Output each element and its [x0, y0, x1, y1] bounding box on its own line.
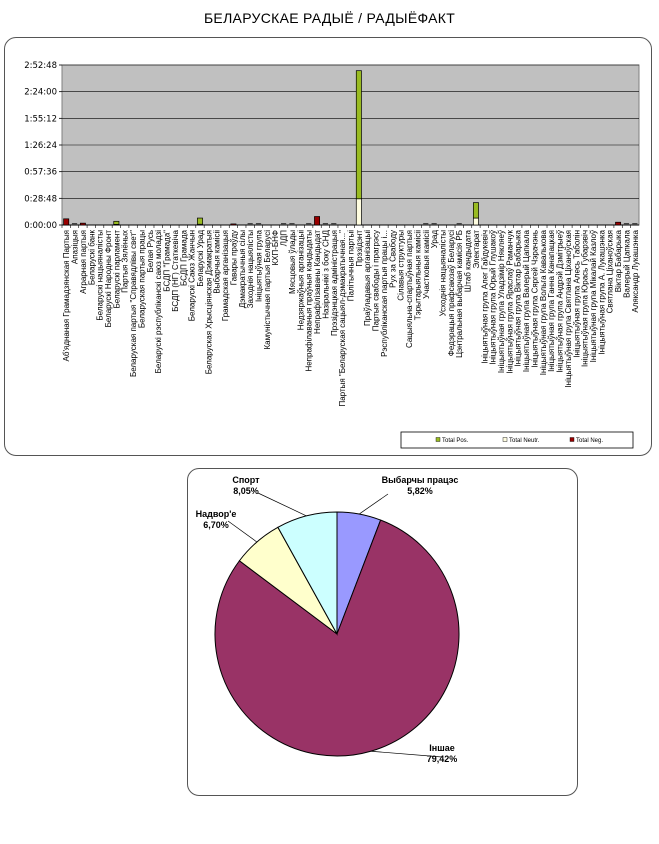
x-tick-label: Прэзідэнт	[354, 230, 364, 267]
x-tick-label: БСДП (НГ) Статкевіча	[170, 230, 180, 312]
x-tick-label: Камуністычная партыя Беларусі	[262, 230, 272, 350]
pie-chart-frame	[187, 468, 578, 796]
x-tick-label: Беларускі нацыяналісты	[95, 230, 105, 321]
pie-slice-name: Надвор'е	[195, 509, 237, 519]
bar-stub	[306, 223, 311, 225]
pie-leader-line	[359, 494, 388, 514]
bar-pos	[114, 221, 119, 224]
x-tick-label: Усходнія нацыяналісты	[438, 230, 448, 317]
y-tick-label: 1:26:24	[24, 141, 57, 151]
x-tick-label: БСДП "Грамада"	[162, 230, 172, 292]
x-tick-label: Выбарчыя камісіі	[212, 230, 222, 294]
bar-stub	[281, 223, 286, 225]
x-tick-label: Аграрная партыя	[78, 230, 88, 294]
x-tick-label: Мясцовыя ўлады	[287, 230, 297, 295]
x-tick-label: Апазіцыя	[70, 230, 80, 265]
pie-slice-name: Іншае	[429, 743, 455, 753]
bar-stub	[331, 223, 336, 225]
x-tick-label: Цэнтральная выбарчая камісія РБ	[455, 230, 465, 358]
pie-slice-percent: 8,05%	[233, 486, 259, 496]
bar-neg	[64, 219, 69, 225]
x-tick-label: ЛДП	[279, 230, 289, 247]
x-tick-label: Віктар Бабарыка	[614, 230, 624, 293]
x-tick-label: Электарат	[471, 230, 481, 269]
y-tick-label: 2:24:00	[24, 87, 57, 98]
x-tick-label: Беларускі Народны Фронт	[103, 230, 113, 328]
x-tick-label: Федэрацыя прафсаюзаў Беларусі	[446, 230, 456, 357]
x-tick-label: Ініцыятыўная група Алег Гайдукевіч	[480, 230, 490, 364]
legend-swatch	[503, 438, 507, 442]
x-tick-label: Урад	[430, 230, 440, 249]
x-tick-label: Ініцыятыўная група Святлана Ціханоўская	[563, 230, 573, 388]
bar-stub	[432, 223, 437, 225]
legend-swatch	[436, 438, 440, 442]
x-tick-label: Беларускі Урад	[195, 230, 205, 287]
x-tick-label: Непрафілізаваны Кандыдат	[313, 230, 323, 334]
bar-neg	[80, 223, 85, 225]
x-tick-label: Партыя "Беларуская сацыял-дэмакратычная..."	[338, 230, 348, 407]
x-tick-label: Недзяржаўныя арганізацыі	[296, 230, 306, 331]
x-tick-label: КХП-БНФ	[271, 230, 281, 266]
bar-pos	[197, 218, 202, 224]
x-tick-label: Ініцыятыўная група Алесь Таболін	[572, 230, 582, 358]
x-tick-label: Беларускі рэспубліканскі саюз моладзі	[154, 230, 164, 374]
x-tick-label: Партыя Зялёных	[120, 230, 130, 293]
x-tick-label: Гавары праўду	[229, 230, 239, 286]
x-tick-label: Беларускі Саюз Жанчын	[187, 230, 197, 322]
y-tick-label: 0:57:36	[24, 167, 57, 178]
x-tick-label: Тэрытарыяльныя камісіі	[413, 230, 423, 321]
x-tick-label: Ініцыятыўная група Юрый Глушакоў	[488, 230, 498, 365]
bar-chart	[5, 38, 651, 455]
x-tick-label: Дэмакратычныя сілы	[237, 230, 247, 309]
pie-slice-name: Выбарчы працэс	[381, 475, 459, 485]
x-tick-label: Беларуская партыя працы	[137, 230, 147, 329]
y-tick-label: 0:28:48	[24, 194, 57, 205]
x-tick-label: Беларуская партыя "Справядлівы свет"	[129, 230, 139, 378]
x-tick-label: Сілавыя структуры	[396, 230, 406, 301]
y-tick-label: 1:55:12	[24, 114, 57, 125]
x-tick-label: Ініцыятыўная група Андрэй Дзмітрыеў	[555, 230, 565, 373]
x-tick-label: Участковыя камісіі	[421, 230, 431, 299]
x-tick-label: Аб'яднаная Грамадзянская Партыя	[62, 230, 72, 362]
x-tick-label: Ініцыятыўная група	[254, 230, 264, 302]
x-tick-label: Грамадская арганізацыя	[221, 230, 231, 322]
x-tick-label: Беларускі банк	[87, 230, 97, 286]
bar-stub	[248, 223, 253, 225]
x-tick-label: Ініцыятыўная група Вольга Кавалькова	[538, 230, 548, 376]
x-tick-label: Рэспубліканская партыя працы і...	[379, 230, 389, 357]
page-title: БЕЛАРУСКАЕ РАДЫЁ / РАДЫЁФАКТ	[203, 10, 456, 26]
x-tick-label: Святлана Ціханоўская	[605, 230, 615, 314]
pie-leader-line	[258, 493, 306, 516]
bar-stub	[256, 223, 261, 225]
legend-label: Total Neg.	[576, 438, 604, 444]
bar-neutral	[473, 218, 478, 225]
bar-stub	[624, 223, 629, 225]
x-tick-label: Сацыяльна-спартыўная партыя	[405, 230, 415, 349]
bar-stub	[72, 223, 77, 225]
pie-slice-percent: 5,82%	[407, 486, 433, 496]
x-tick-label: Ініцыятыўная група Валерый Цапкала	[522, 230, 532, 373]
x-tick-label: Ініцыятыўная група Уладзімір Някляеў	[497, 230, 507, 374]
x-tick-label: Палітычныя партыі	[346, 230, 356, 302]
pie-slice-name: Спорт	[232, 475, 260, 485]
bar-chart-frame	[4, 37, 652, 456]
x-tick-label: Ініцыятыўная група Сяргей Чэрачэнь	[530, 230, 540, 368]
x-tick-label: Беларускі парламент	[112, 230, 122, 309]
pie-chart	[188, 469, 577, 795]
legend-label: Total Pos.	[442, 438, 469, 444]
bar-neg	[231, 224, 236, 225]
x-tick-label: Валерый Цапкала	[622, 230, 632, 298]
bar-neg	[314, 217, 319, 225]
legend-label: Total Neutr.	[509, 438, 540, 444]
x-tick-label: Ініцыятыўная група Яраслаў Раманчук	[505, 230, 515, 374]
x-tick-label: Непрафілаваныя праўныя кандыдаты	[304, 230, 314, 372]
legend	[401, 432, 633, 448]
x-tick-label: Штаб кандыдата	[463, 230, 473, 293]
y-tick-label: 2:52:48	[24, 61, 57, 71]
x-tick-label: Ініцыятыўная група Юрась Губарэвіч	[580, 230, 590, 368]
x-tick-label: Ініцыятыўная група Віктар Бабарыка	[513, 230, 523, 367]
pie-leader-line	[228, 521, 257, 542]
x-tick-label: Аляксандр Лукашэнка	[630, 230, 640, 313]
x-tick-label: Партыя свабоды і прагрэсу	[371, 230, 381, 332]
x-tick-label: Ініцыятыўная група Мікалай Казлоў	[589, 230, 599, 363]
x-tick-label: Заходнія нацыялісты	[246, 230, 256, 309]
x-tick-label: Ініцыятыўная група А. Лукашэнка	[597, 230, 607, 355]
bar-neg	[616, 222, 621, 225]
bar-stub	[323, 223, 328, 225]
x-tick-label: Прэзідэнцкая адміністрацыя	[329, 230, 339, 336]
pie-slice-percent: 6,70%	[203, 520, 229, 530]
x-tick-label: Рух за Свабоду	[388, 230, 398, 288]
x-tick-label: Беларуская Хрысціянская Дэмакратыя	[204, 230, 214, 375]
bar-stub	[632, 223, 637, 225]
bar-pos	[473, 203, 478, 218]
pie-slice-percent: 79,42%	[426, 754, 458, 764]
bar-pos	[356, 71, 361, 199]
legend-swatch	[570, 438, 574, 442]
x-tick-label: БСДП Грамада	[179, 230, 189, 286]
x-tick-label: Назіральнікі з боку СНД	[321, 230, 331, 319]
x-tick-label: Праўладавыя арганізацыі	[363, 230, 373, 326]
x-tick-label: Белая Русь	[145, 230, 155, 273]
y-tick-label: 0:00:00	[24, 221, 57, 231]
bar-neutral	[356, 199, 361, 225]
bar-stub	[423, 223, 428, 225]
bar-stub	[289, 223, 294, 225]
bar-stub	[457, 223, 462, 225]
x-tick-label: Ініцыятыўная група Ганна Канапацкая	[547, 230, 557, 372]
